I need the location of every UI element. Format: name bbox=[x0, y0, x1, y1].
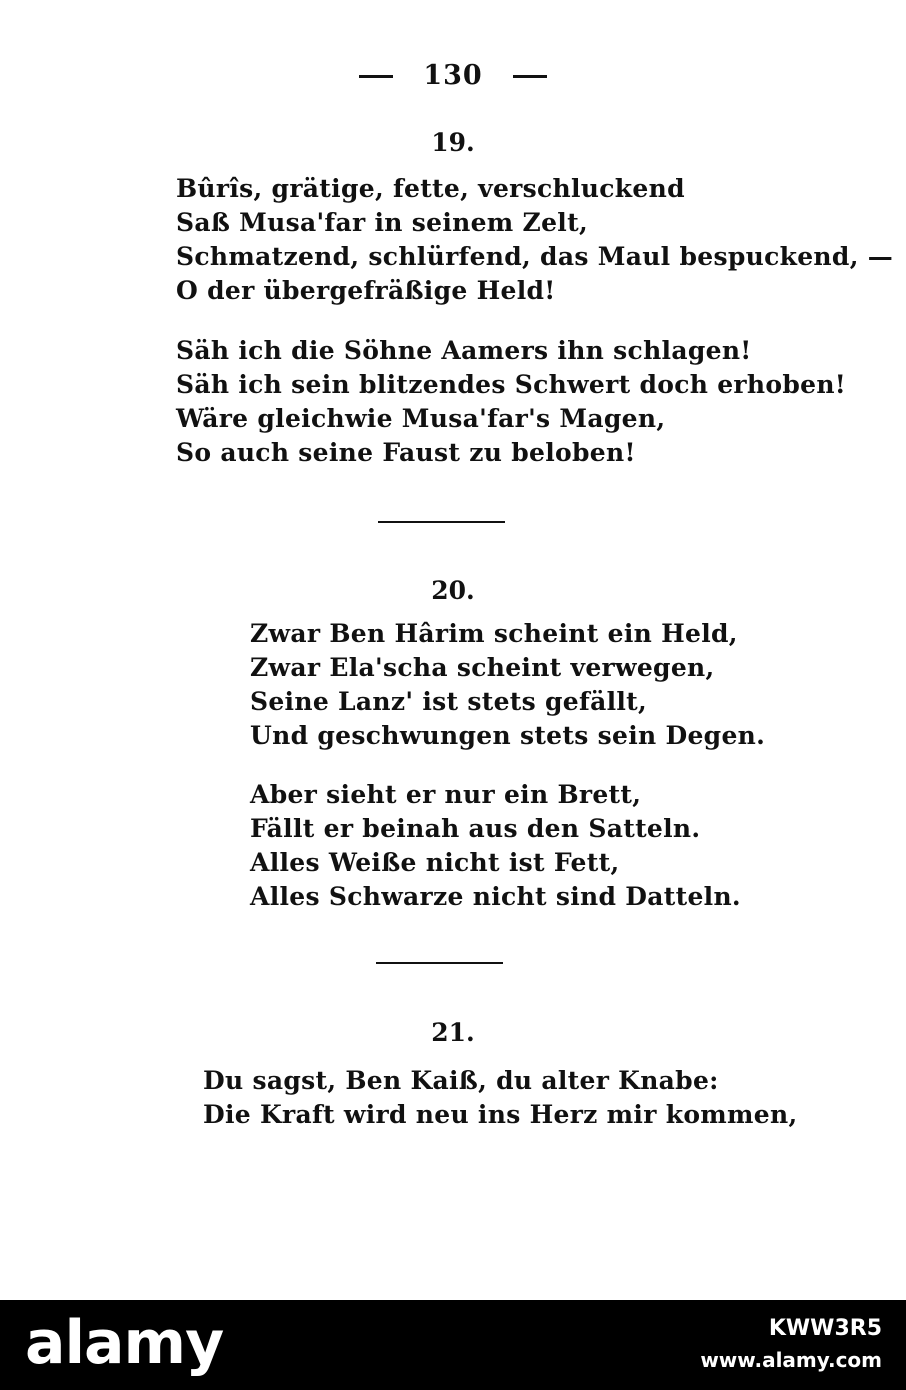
poem-line: Zwar Ben Hârim scheint ein Held, bbox=[250, 619, 738, 648]
poem-line: Zwar Ela'scha scheint verwegen, bbox=[250, 653, 715, 682]
poem-line: O der übergefräßige Held! bbox=[176, 276, 556, 305]
poem-line: Du sagst, Ben Kaiß, du alter Knabe: bbox=[203, 1066, 719, 1095]
section-divider bbox=[378, 521, 505, 523]
poem-line: Und geschwungen stets sein Degen. bbox=[250, 721, 766, 750]
poem-line: Alles Weiße nicht ist Fett, bbox=[250, 848, 620, 877]
watermark-url: www.alamy.com bbox=[700, 1348, 882, 1372]
page-number-header bbox=[0, 60, 906, 91]
poem-line: Seine Lanz' ist stets gefällt, bbox=[250, 687, 648, 716]
poem-line: Die Kraft wird neu ins Herz mir kommen, bbox=[203, 1100, 798, 1129]
poem-19-stanza-1 bbox=[176, 172, 893, 308]
poem-line: Saß Musa'far in seinem Zelt, bbox=[176, 208, 588, 237]
poem-20-number: 20. bbox=[431, 576, 475, 605]
section-divider bbox=[376, 962, 503, 964]
poem-21-number: 21. bbox=[431, 1018, 475, 1047]
poem-20-stanza-2 bbox=[250, 778, 741, 914]
left-dash bbox=[359, 75, 393, 78]
poem-line: Säh ich die Söhne Aamers ihn schlagen! bbox=[176, 336, 752, 365]
poem-19-stanza-2 bbox=[176, 334, 846, 470]
poem-line: Fällt er beinah aus den Satteln. bbox=[250, 814, 701, 843]
poem-line: Bûrîs, grätige, fette, verschluckend bbox=[176, 174, 685, 203]
poem-line: Alles Schwarze nicht sind Datteln. bbox=[250, 882, 741, 911]
poem-line: Säh ich sein blitzendes Schwert doch erhoben! bbox=[176, 370, 847, 399]
poem-20-stanza-1 bbox=[250, 617, 765, 753]
poem-21-stanza-1 bbox=[203, 1064, 798, 1132]
poem-line: Wäre gleichwie Musa'far's Magen, bbox=[176, 404, 666, 433]
poem-line: So auch seine Faust zu beloben! bbox=[176, 438, 636, 467]
image-code: KWW3R5 bbox=[768, 1316, 882, 1341]
page-number: 130 bbox=[423, 60, 483, 91]
alamy-logo: alamy bbox=[25, 1308, 224, 1378]
poem-line: Aber sieht er nur ein Brett, bbox=[250, 780, 642, 809]
poem-19-number: 19. bbox=[431, 128, 475, 157]
watermark-footer bbox=[0, 1300, 906, 1390]
right-dash bbox=[513, 75, 547, 78]
poem-line: Schmatzend, schlürfend, das Maul bespuckend, — bbox=[176, 242, 893, 271]
